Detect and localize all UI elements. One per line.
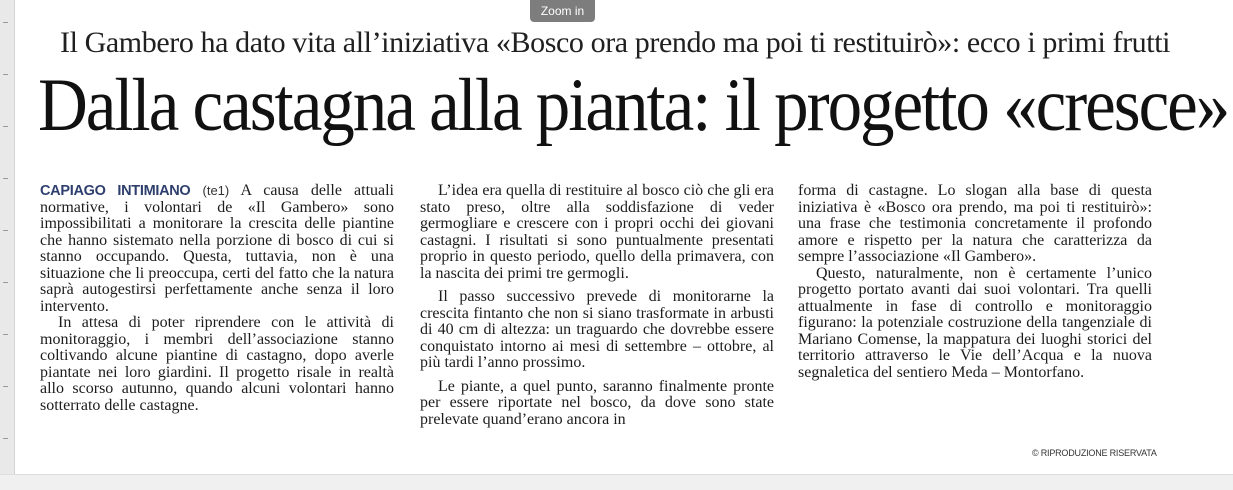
edge-tick	[3, 22, 8, 23]
article-column-3	[798, 183, 1152, 381]
page-edge-strip	[0, 0, 15, 474]
paragraph: In attesa di poter riprendere con le attività di monitoraggio, i membri dell’associazione stanno coltivando alcune piantine di castagno, dopo averle piantate nei loro giardini. Il progetto risale in realtà allo scorso autunno, quando alcuni volontari hanno sotterrato delle castagne.	[40, 314, 394, 414]
article-headline: Dalla castagna alla pianta: il progetto «cresce»	[38, 64, 1229, 147]
paragraph-text: A causa delle attuali normative, i volontari de «Il Gambero» sono impossibilitati a monitorare la crescita delle piantine che hanno sistemato nella porzione di bosco di cui si stanno occupando. Questa, tuttavia, non è una situazione che li preoccupa, certi del fatto che la natura saprà autogestirsi perfettamente anche senza il loro intervento.	[40, 182, 395, 315]
byline-location: CAPIAGO INTIMIANO	[40, 183, 191, 199]
paragraph: forma di castagne. Lo slogan alla base di questa iniziativa è «Bosco ora prendo, ma poi ti restituirò»: una frase che testimonia concretamente il profondo amore e rispetto per la natura che caratterizza da sempre l’associazione «Il Gambero».	[798, 182, 1152, 265]
edge-tick	[3, 178, 8, 179]
paragraph: L’idea era quella di restituire al bosco ciò che gli era stato preso, oltre alla soddisfazione di veder germogliare e crescere con i propri occhi dei giovani castagni. I risultati si sono puntualmente presentati proprio in questo periodo, quello della primavera, con la nascita dei primi tre germogli.	[420, 182, 774, 282]
edge-tick	[3, 282, 8, 283]
paragraph: Questo, naturalmente, non è certamente l’unico progetto portato avanti dai suoi volontari. Tra quelli attualmente in fase di controllo e monitoraggio figurano: la potenziale costruzione della tangenziale di Mariano Comense, la mappatura dei luoghi storici del territorio attraverso le Vie dell’Acqua e la nuova segnaletica del sentiero Meda – Montorfano.	[798, 264, 1152, 381]
zoom-in-button[interactable]: Zoom in	[530, 0, 595, 22]
page-bottom-strip	[0, 474, 1233, 490]
edge-tick	[3, 334, 8, 335]
byline-tag: (te1)	[202, 183, 230, 198]
article-column-2	[420, 183, 774, 428]
edge-tick	[3, 74, 8, 75]
article-body	[40, 183, 1154, 473]
edge-tick	[3, 126, 8, 127]
edge-tick	[3, 230, 8, 231]
paragraph	[40, 183, 394, 315]
edge-tick	[3, 386, 8, 387]
edge-tick	[3, 438, 8, 439]
copyright-notice: © RIPRODUZIONE RISERVATA	[1032, 448, 1157, 458]
paragraph: Le piante, a quel punto, saranno finalmente pronte per essere riportate nel bosco, da dove sono state prelevate quand’erano ancora in	[420, 377, 774, 428]
paragraph: Il passo successivo prevede di monitorarne la crescita fintanto che non si siano trasformate in arbusti di 40 cm di altezza: un traguardo che dovrebbe essere conquistato intorno ai mesi di settembre – ottobre, al più tardi l’anno prossimo.	[420, 288, 774, 371]
article-kicker: Il Gambero ha dato vita all’iniziativa «Bosco ora prendo ma poi ti restituirò»: ecco i primi frutti	[60, 26, 1171, 59]
article-column-1	[40, 183, 394, 414]
